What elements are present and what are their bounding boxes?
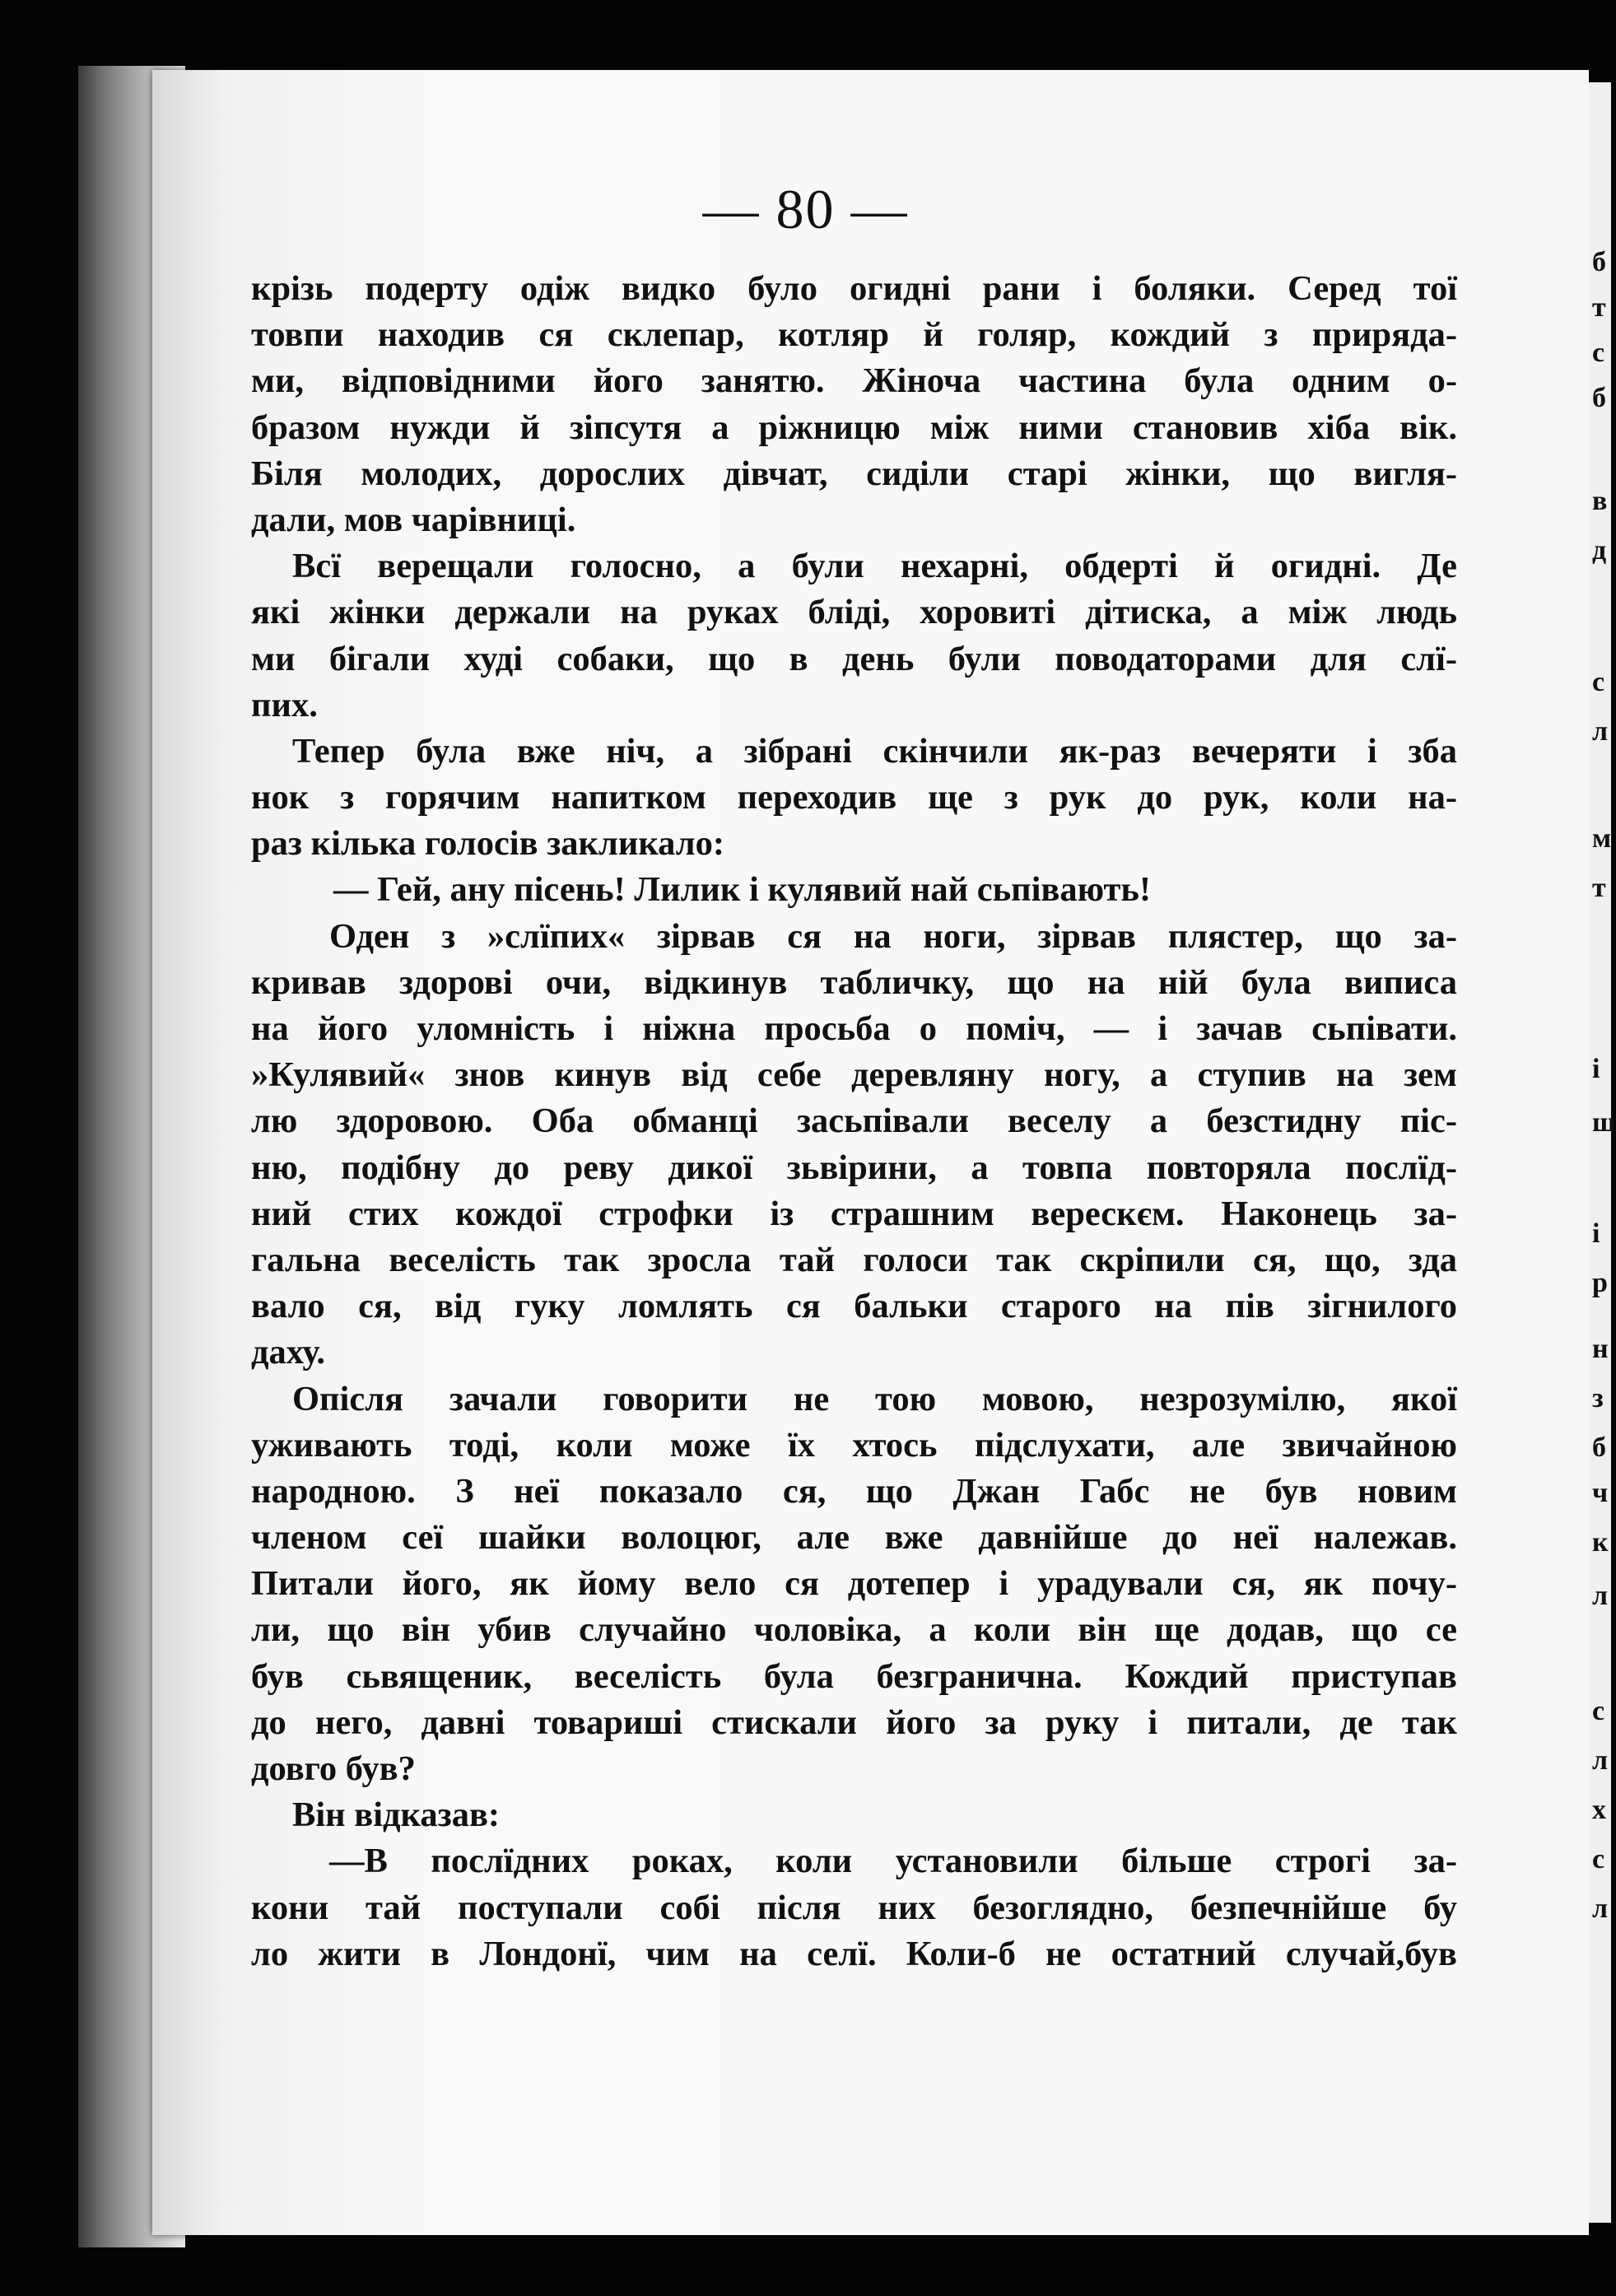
- text-line: до него, давні товариші стискали його за руку і питали, де так: [251, 1702, 1457, 1742]
- next-page-letter: т: [1592, 873, 1606, 903]
- next-page-letter: і: [1592, 1218, 1600, 1249]
- next-page-letter: д: [1592, 535, 1607, 566]
- next-page-letter: ш: [1592, 1107, 1616, 1138]
- text-line: Біля молодих, дорослих дівчат, сиділи старі жінки, що вигля-: [251, 454, 1457, 493]
- text-line: Тепер була вже ніч, а зібрані скінчили як-раз вечеряти і зба: [292, 731, 1457, 771]
- text-line: кони тай поступали собі після них безоглядно, безпечнійше бу: [251, 1888, 1457, 1927]
- text-line: нок з горячим напитком переходив ще з рук до рук, коли на-: [251, 778, 1457, 817]
- next-page-letter: к: [1592, 1527, 1609, 1558]
- text-line: раз кілька голосів закликало:: [251, 824, 725, 864]
- next-page-letter: с: [1592, 338, 1605, 368]
- next-page-letter: х: [1592, 1795, 1606, 1825]
- text-line: ню, подібну до реву дикої зьвірини, а товпа повторяла послїд-: [251, 1148, 1457, 1187]
- text-line: даху.: [251, 1333, 326, 1372]
- text-line: гальна веселість так зросла тай голоси так скріпили ся, що, зда: [251, 1240, 1457, 1279]
- text-line: лю здоровою. Оба обманці засьпівали веселу а безстидну піс-: [251, 1101, 1457, 1141]
- text-line: товпи находив ся склепар, котляр й голяр, кождий з приряда-: [251, 315, 1457, 355]
- text-line: які жінки держали на руках бліді, хоровиті дітиска, а між людь: [251, 593, 1457, 632]
- next-page-letter: б: [1592, 1432, 1606, 1463]
- next-page-letter: л: [1592, 1893, 1609, 1924]
- text-line: Оден з »слїпих« зірвав ся на ноги, зірвав плястер, що за-: [329, 916, 1457, 956]
- next-page-letter: в: [1592, 486, 1608, 516]
- text-line: народною. З неї показало ся, що Джан Габс не був новим: [251, 1471, 1457, 1511]
- next-page-letter: с: [1592, 1844, 1605, 1875]
- next-page-letter: м: [1592, 823, 1612, 854]
- text-line: ми бігали худі собаки, що в день були поводаторами для слї-: [251, 639, 1457, 678]
- text-line: довго був?: [251, 1749, 416, 1788]
- next-page-letter: з: [1592, 1383, 1604, 1413]
- text-line: »Кулявий« знов кинув від себе деревляну ногу, а ступив на зем: [251, 1055, 1457, 1095]
- next-page-edge: [1589, 82, 1616, 2223]
- text-line: вало ся, від гуку ломлять ся бальки старого на пів зігнилого: [251, 1287, 1457, 1326]
- text-line: кривав здорові очи, відкинув табличку, що на ній була виписа: [251, 962, 1457, 1002]
- next-page-letter: л: [1592, 1745, 1609, 1776]
- text-line: ми, відповідними його занятю. Жіноча частина була одним о-: [251, 361, 1457, 401]
- text-line: ний стих кождої строфки із страшним верескєм. Наконець за-: [251, 1194, 1457, 1233]
- text-line: ло жити в Лондонї, чим на селї. Коли-б не остатний случай,був: [251, 1934, 1457, 1973]
- next-page-letter: н: [1592, 1334, 1609, 1364]
- next-page-letter: с: [1592, 1696, 1605, 1726]
- next-page-letter: л: [1592, 1581, 1609, 1611]
- text-line: пих.: [251, 685, 318, 724]
- text-line: — Гей, ану пісень! Лилик і кулявий най сьпівають!: [333, 870, 1152, 910]
- text-line: Він відказав:: [292, 1795, 501, 1835]
- next-page-letter: с: [1592, 667, 1605, 697]
- text-line: Питали його, як йому вело ся дотепер і урадували ся, як почу-: [251, 1564, 1457, 1604]
- text-line: Опісля зачали говорити не тою мовою, незрозумілю, якої: [292, 1379, 1457, 1418]
- next-page-letter: т: [1592, 292, 1606, 323]
- text-line: Всї верещали голосно, а були нехарні, обдерті й огидні. Де: [292, 547, 1457, 586]
- body-text: [251, 266, 1457, 1977]
- text-line: на його уломність і ніжна просьба о поміч, — і зачав сьпівати.: [251, 1009, 1457, 1048]
- text-line: бразом нужди й зіпсутя а ріжницю між ними становив хіба вік.: [251, 408, 1457, 447]
- text-line: крізь подерту одіж видко було огидні рани і боляки. Серед тої: [251, 269, 1457, 308]
- next-page-letter: л: [1592, 716, 1609, 747]
- next-page-letter: р: [1592, 1268, 1608, 1298]
- page-number: — 80 —: [702, 178, 909, 240]
- text-line: був сьвященик, веселість була безгранична. Кождий приступав: [251, 1656, 1457, 1696]
- next-page-letter: і: [1592, 1054, 1600, 1084]
- next-page-letter: б: [1592, 383, 1606, 413]
- text-line: дали, мов чарівниці.: [251, 500, 576, 539]
- text-line: ли, що він убив случайно чоловіка, а коли він ще додав, що се: [251, 1610, 1457, 1650]
- next-page-letter: б: [1592, 247, 1606, 277]
- text-line: —В послїдних роках, коли установили більше строгі за-: [329, 1842, 1457, 1881]
- next-page-letter: ч: [1592, 1478, 1609, 1508]
- text-line: уживають тоді, коли може їх хтось підслухати, але звичайною: [251, 1425, 1457, 1465]
- text-line: членом сеї шайки волоцюг, але вже давнійше до неї належав.: [251, 1518, 1457, 1558]
